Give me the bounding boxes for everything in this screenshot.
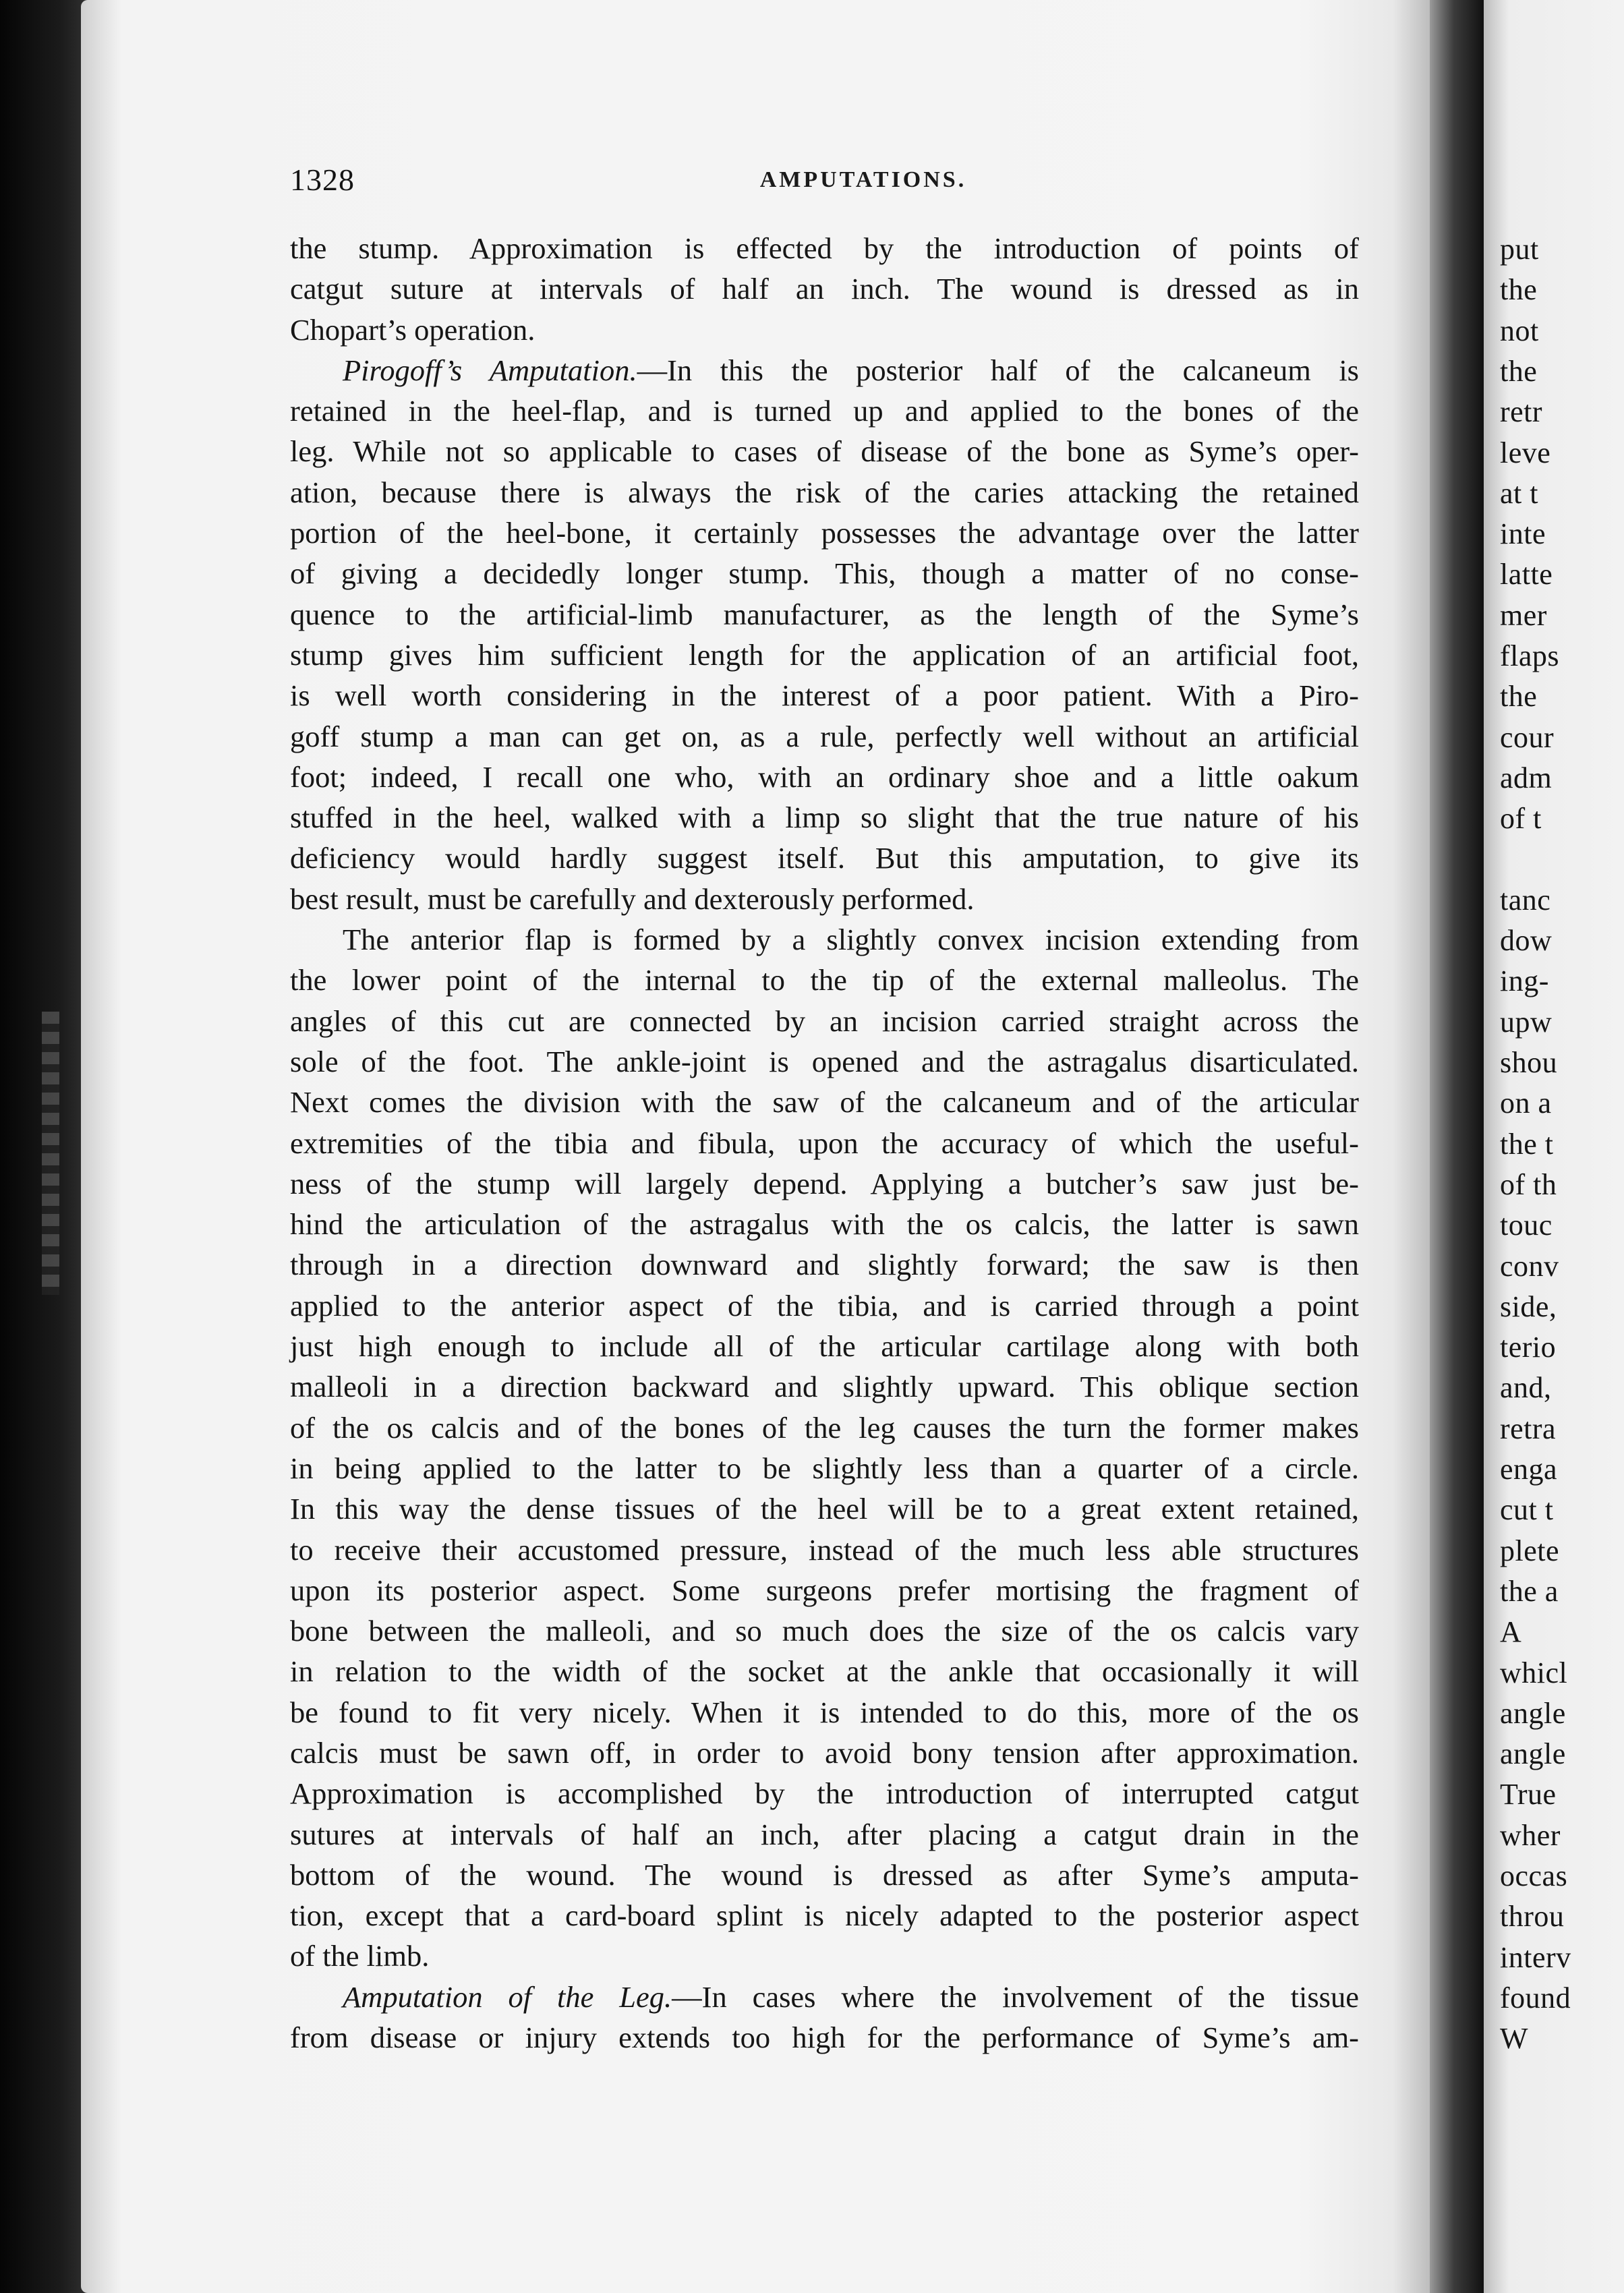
text-line <box>290 472 1359 513</box>
line-text: of the os calcis and of the bones of the leg causes the turn the former makes <box>290 1410 1359 1445</box>
facing-page-fragment: angle <box>1500 1696 1566 1730</box>
section-heading: Pirogoff’s Amputation. <box>343 353 637 387</box>
text-line <box>290 1123 1359 1163</box>
text-line <box>290 960 1359 1000</box>
facing-page-fragment: adm <box>1500 761 1553 794</box>
facing-page-fragment: terio <box>1500 1331 1557 1364</box>
text-line <box>290 1570 1359 1610</box>
facing-page-fragment: True <box>1500 1778 1557 1811</box>
text-line <box>290 1610 1359 1651</box>
text-line <box>290 1407 1359 1448</box>
facing-page-fragment: plete <box>1500 1534 1560 1567</box>
line-text: catgut suture at intervals of half an inch. The wound is dressed as in <box>290 272 1359 306</box>
facing-page-fragment: retra <box>1500 1412 1557 1445</box>
line-text: portion of the heel-bone, it certainly possesses the advantage over the latter <box>290 516 1359 550</box>
facing-page-fragment: not <box>1500 314 1539 347</box>
text-line <box>290 1977 1359 2017</box>
facing-page-fragment: found <box>1500 1981 1571 2014</box>
text-line <box>290 1855 1359 1895</box>
line-text: the stump. Approximation is effected by the introduction of points of <box>290 231 1359 265</box>
page-number: 1328 <box>290 163 355 197</box>
text-line <box>290 1773 1359 1813</box>
text-line <box>290 1651 1359 1691</box>
line-text: the lower point of the internal to the tip of the external malleolus. The <box>290 963 1359 997</box>
text-line <box>290 1285 1359 1326</box>
facing-page-fragment: put <box>1500 233 1539 266</box>
line-text: just high enough to include all of the articular cartilage along with both <box>290 1329 1359 1364</box>
line-text: hind the articulation of the astragalus with the os calcis, the latter is sawn <box>290 1207 1359 1242</box>
facing-page-fragment: retr <box>1500 395 1543 429</box>
line-text: is well worth considering in the interest of a poor patient. With a Piro- <box>290 678 1359 713</box>
line-text: bone between the malleoli, and so much does the size of the os calcis vary <box>290 1614 1359 1648</box>
facing-page-fragment: and, <box>1500 1371 1552 1405</box>
line-text: ation, because there is always the risk of the caries attacking the retained <box>290 475 1359 509</box>
text-line <box>290 1041 1359 1082</box>
text-line <box>290 2017 1359 2058</box>
facing-page-fragment: on a <box>1500 1086 1552 1120</box>
facing-page-fragment: enga <box>1500 1453 1558 1486</box>
line-text: —In cases where the involvement of the tissue <box>672 1979 1359 2014</box>
line-text: malleoli in a direction backward and slightly upward. This oblique section <box>290 1370 1359 1404</box>
line-text: bottom of the wound. The wound is dressed as after Syme’s amputa- <box>290 1857 1359 1892</box>
facing-page-fragment: conv <box>1500 1249 1559 1283</box>
facing-page-fragment: tanc <box>1500 883 1551 917</box>
section-heading: Amputation of the Leg. <box>343 1979 672 2014</box>
line-text: Chopart’s operation. <box>290 312 535 347</box>
line-text: goff stump a man can get on, as a rule, perfectly well without an artificial <box>290 719 1359 753</box>
line-text: Approximation is accomplished by the introduction of interrupted catgut <box>290 1776 1359 1811</box>
facing-page-fragment: W <box>1500 2022 1529 2056</box>
facing-page-fragment: upw <box>1500 1005 1553 1039</box>
line-text: from disease or injury extends too high for the performance of Syme’s am- <box>290 2021 1359 2055</box>
line-text: In this way the dense tissues of the heel will be to a great extent retained, <box>290 1492 1359 1526</box>
line-text: best result, must be carefully and dexterously performed. <box>290 881 975 916</box>
text-line <box>290 1366 1359 1407</box>
line-text: stump gives him sufficient length for the application of an artificial foot, <box>290 637 1359 672</box>
text-line <box>290 919 1359 960</box>
facing-page-fragment: inte <box>1500 517 1546 551</box>
line-text: sutures at intervals of half an inch, after placing a catgut drain in the <box>290 1817 1359 1851</box>
text-line <box>290 1488 1359 1529</box>
text-line <box>290 879 1359 919</box>
facing-page-fragment: throu <box>1500 1900 1565 1934</box>
line-text: stuffed in the heel, walked with a limp so slight that the true nature of his <box>290 801 1359 835</box>
facing-page-fragment: ing- <box>1500 964 1549 998</box>
facing-page-fragment: cour <box>1500 720 1555 754</box>
page-body-text <box>290 228 1359 2058</box>
facing-page-fragment: mer <box>1500 598 1547 632</box>
facing-page-fragment: the <box>1500 354 1538 388</box>
facing-page-fragment: the a <box>1500 1574 1559 1608</box>
line-text: in relation to the width of the socket at the ankle that occasionally it will <box>290 1654 1359 1689</box>
facing-page-fragment: flaps <box>1500 639 1560 672</box>
text-line <box>290 1814 1359 1855</box>
page-header <box>290 162 1356 209</box>
text-line <box>290 797 1359 838</box>
text-line <box>290 431 1359 471</box>
line-text: through in a direction downward and slightly forward; the saw is then <box>290 1248 1359 1282</box>
facing-page-fragment: of th <box>1500 1167 1557 1201</box>
facing-page-fragment: cut t <box>1500 1493 1554 1527</box>
text-line <box>290 553 1359 593</box>
text-line <box>290 716 1359 757</box>
facing-page-fragment: occas <box>1500 1859 1568 1892</box>
line-text: foot; indeed, I recall one who, with an ordinary shoe and a little oakum <box>290 759 1359 794</box>
line-text: extremities of the tibia and fibula, upon the accuracy of which the useful- <box>290 1126 1359 1160</box>
line-text: ness of the stump will largely depend. Applying a butcher’s saw just be- <box>290 1166 1359 1200</box>
line-text: leg. While not so applicable to cases of disease of the bone as Syme’s oper- <box>290 434 1359 469</box>
line-text: of giving a decidedly longer stump. This, though a matter of no conse- <box>290 556 1359 591</box>
text-line <box>290 838 1359 878</box>
line-text: in being applied to the latter to be slightly less than a quarter of a circle. <box>290 1451 1359 1485</box>
facing-page-fragment: at t <box>1500 476 1538 510</box>
text-line <box>290 1163 1359 1204</box>
facing-page-fragment: wher <box>1500 1818 1561 1852</box>
line-text: —In this the posterior half of the calcaneum is <box>637 353 1359 387</box>
text-line <box>290 1692 1359 1733</box>
text-line <box>290 757 1359 797</box>
text-line <box>290 675 1359 716</box>
line-text: tion, except that a card-board splint is nicely adapted to the posterior aspect <box>290 1898 1359 1933</box>
text-line <box>290 268 1359 309</box>
facing-page-fragment: the <box>1500 273 1538 307</box>
line-text: Next comes the division with the saw of the calcaneum and of the articular <box>290 1085 1359 1120</box>
facing-page-fragment: the t <box>1500 1127 1554 1161</box>
line-text: angles of this cut are connected by an incision carried straight across the <box>290 1004 1359 1038</box>
line-text: retained in the heel-flap, and is turned up and applied to the bones of the <box>290 394 1359 428</box>
text-line <box>290 1001 1359 1041</box>
text-line <box>290 1082 1359 1122</box>
text-line <box>290 1895 1359 1936</box>
facing-page-fragment: A <box>1500 1615 1522 1649</box>
facing-page-fragment: side, <box>1500 1289 1557 1323</box>
text-line <box>290 594 1359 635</box>
facing-page-fragment: interv <box>1500 1940 1571 1974</box>
line-text: of the limb. <box>290 1939 430 1973</box>
text-line <box>290 1204 1359 1244</box>
text-line <box>290 350 1359 390</box>
text-line <box>290 635 1359 675</box>
facing-page-fragment: shou <box>1500 1046 1558 1079</box>
line-text: calcis must be sawn off, in order to avoid bony tension after approximation. <box>290 1735 1359 1770</box>
facing-page-fragment: dow <box>1500 924 1553 958</box>
text-line <box>290 1448 1359 1488</box>
line-text: deficiency would hardly suggest itself. But this amputation, to give its <box>290 841 1359 875</box>
line-text: applied to the anterior aspect of the tibia, and is carried through a point <box>290 1288 1359 1323</box>
facing-page-fragment: whicl <box>1500 1656 1568 1689</box>
facing-page-fragment: touc <box>1500 1209 1553 1242</box>
text-line <box>290 1326 1359 1366</box>
line-text: sole of the foot. The ankle-joint is opened and the astragalus disarticulated. <box>290 1044 1359 1078</box>
text-line <box>290 1733 1359 1773</box>
facing-page-edge <box>1484 0 1624 2293</box>
line-text: The anterior flap is formed by a slightly convex incision extending from <box>343 923 1359 957</box>
text-line <box>290 1530 1359 1570</box>
facing-page-fragment: angle <box>1500 1737 1566 1771</box>
book-gutter <box>1430 0 1484 2293</box>
text-line <box>290 1244 1359 1285</box>
text-line <box>290 228 1359 268</box>
line-text: upon its posterior aspect. Some surgeons prefer mortising the fragment of <box>290 1573 1359 1607</box>
line-text: be found to fit very nicely. When it is intended to do this, more of the os <box>290 1695 1359 1729</box>
line-text: to receive their accustomed pressure, instead of the much less able structures <box>290 1532 1359 1567</box>
facing-page-fragment: latte <box>1500 558 1553 591</box>
text-line <box>290 513 1359 553</box>
text-line <box>290 310 1359 350</box>
spine-lettering <box>42 1012 59 1295</box>
text-line <box>290 1936 1359 1976</box>
running-head: AMPUTATIONS. <box>759 167 967 192</box>
text-line <box>290 390 1359 431</box>
facing-page-fragment: leve <box>1500 436 1551 469</box>
facing-page-fragment: of t <box>1500 802 1542 836</box>
facing-page-fragment: the <box>1500 680 1538 714</box>
line-text: quence to the artificial-limb manufacturer, as the length of the Syme’s <box>290 597 1359 631</box>
